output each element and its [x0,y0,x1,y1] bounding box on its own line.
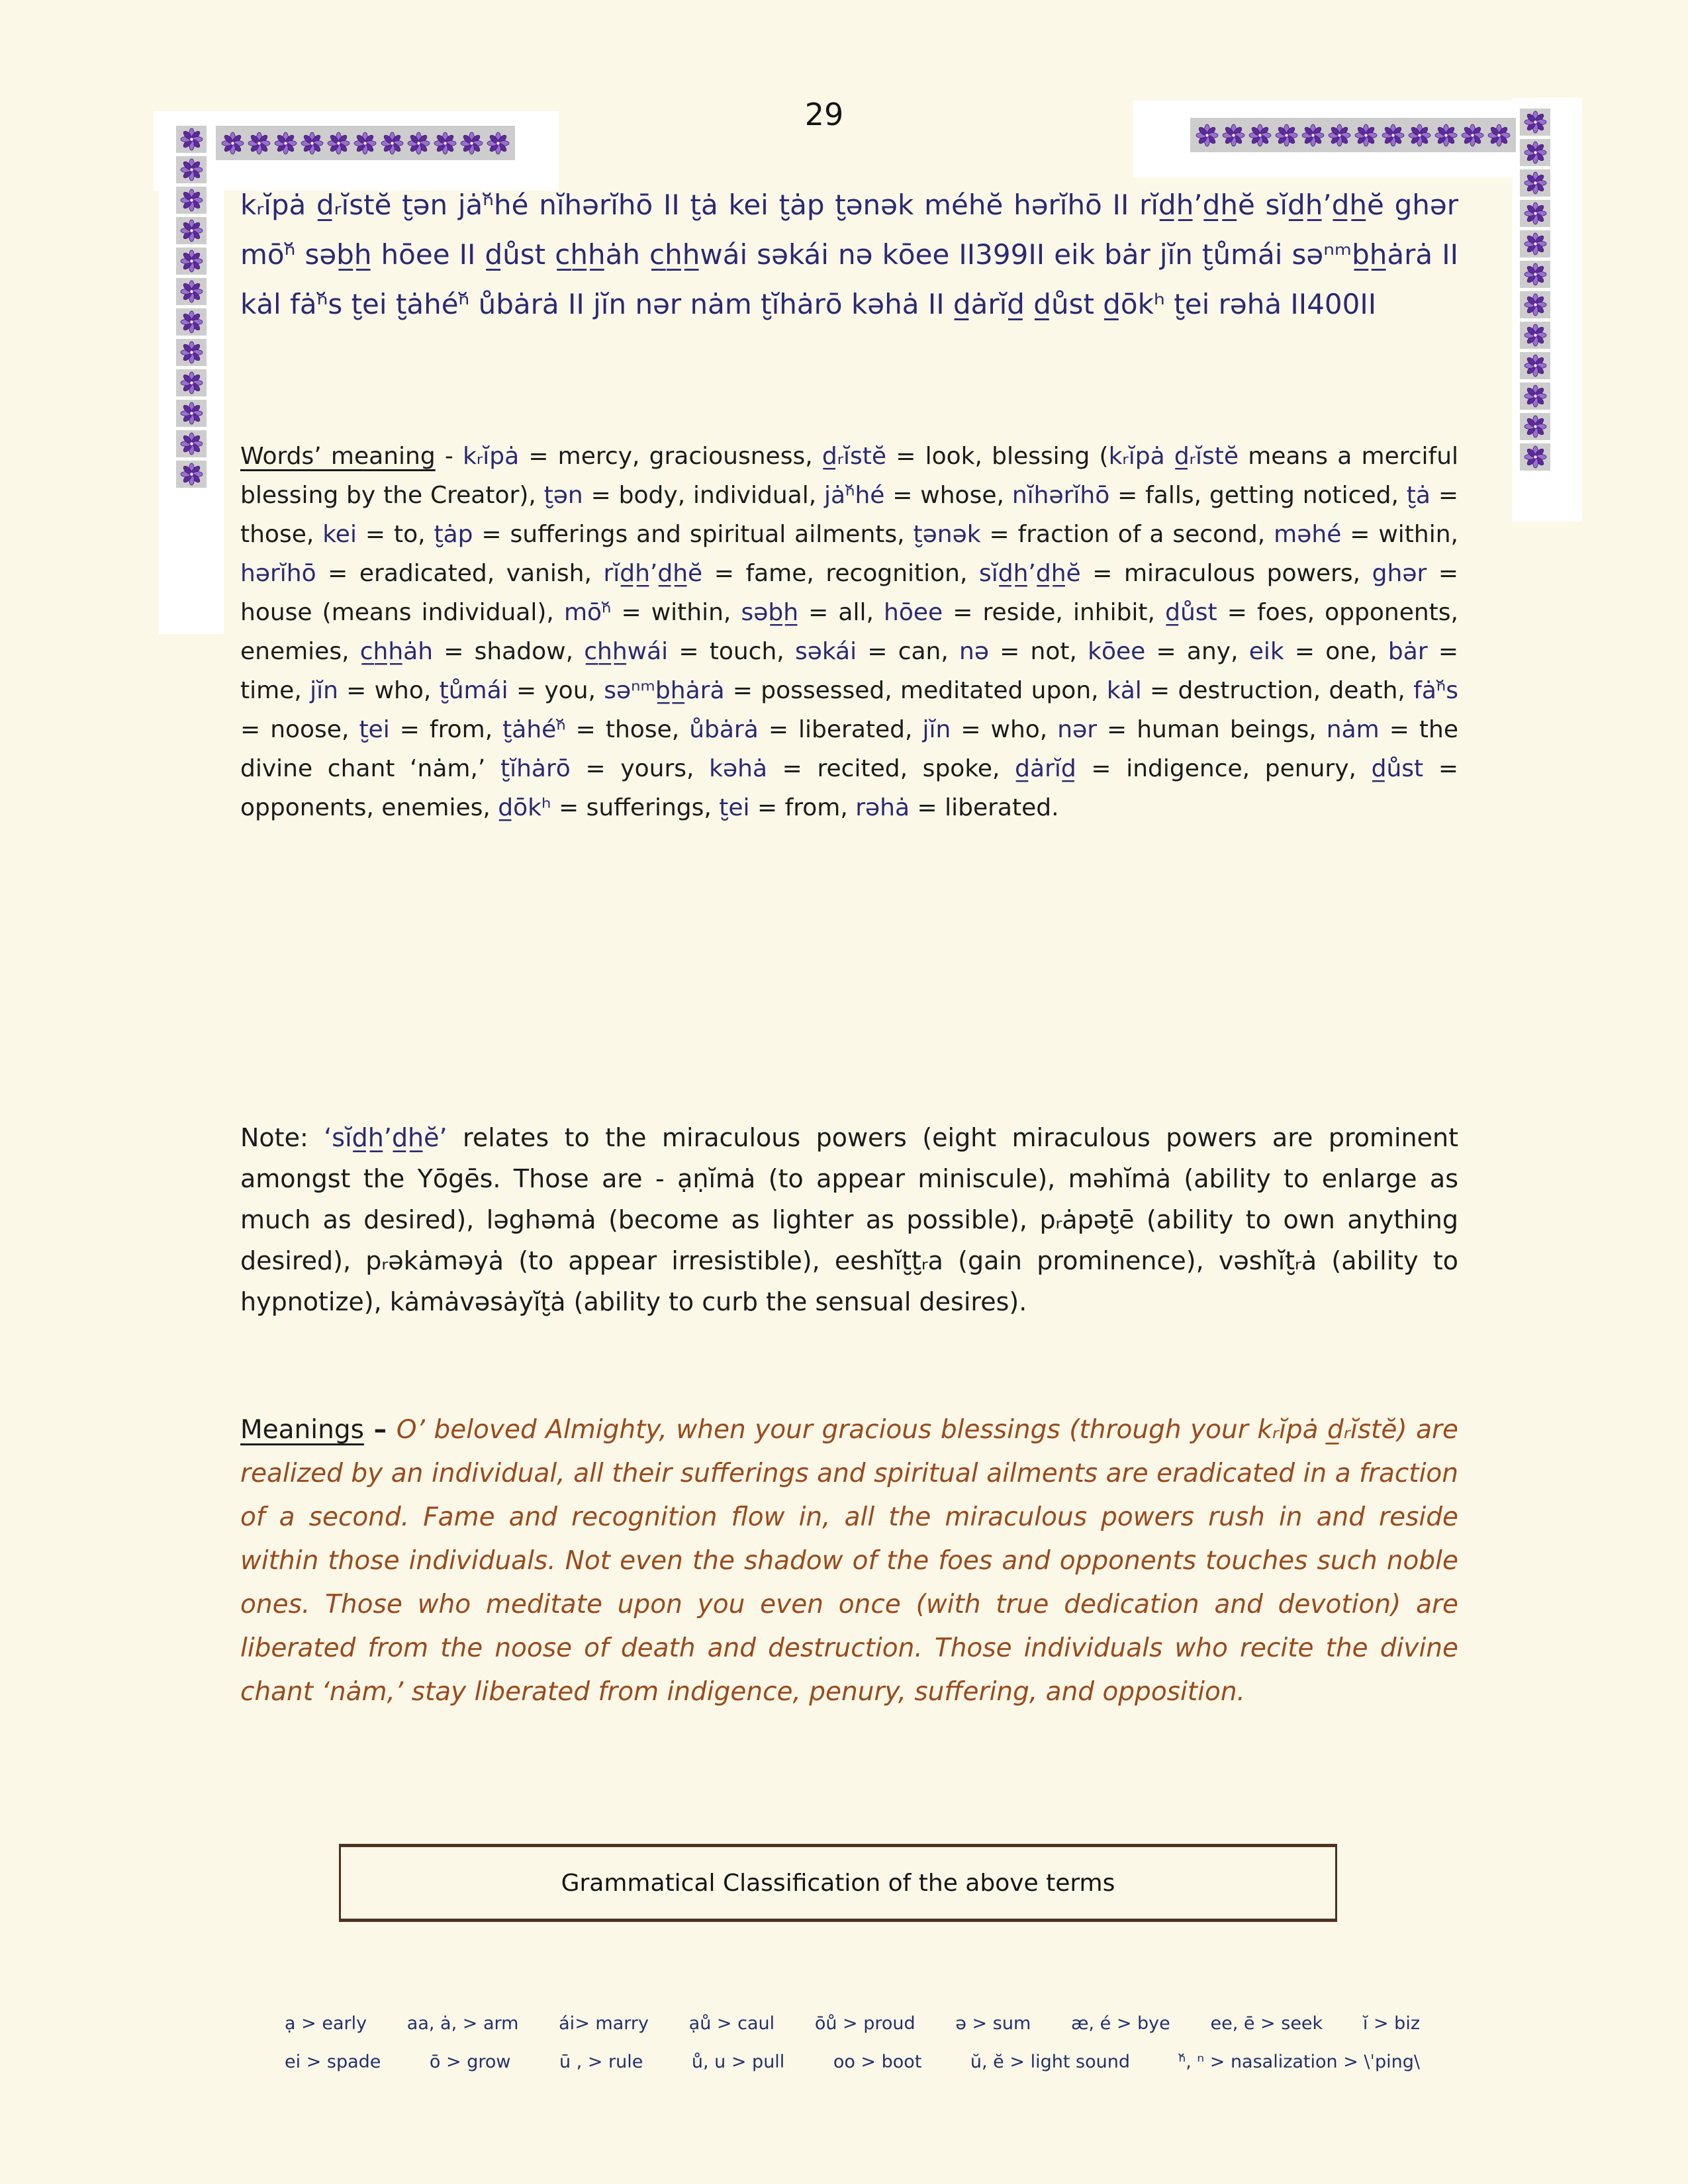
definition-text: = within, [1341,521,1458,548]
definition-text: = mercy, graciousness, [519,443,822,470]
transliterated-term: jĭn [922,716,951,743]
transliterated-term: d̲ōkʰ [498,794,551,821]
flower-icon [1524,293,1547,316]
transliterated-term: ghər [1372,560,1427,587]
transliterated-term: jĭn [310,677,338,704]
flower-ornament [1301,124,1325,147]
flower-ornament [487,132,510,155]
definition-text: = those, [565,716,690,743]
flower-icon [1524,141,1547,164]
pronunciation-item: ū , > rule [559,2052,643,2072]
flower-ornament [176,248,207,275]
transliterated-term: kōee [1088,638,1146,665]
flower-ornament [301,132,324,155]
flower-icon [460,132,483,155]
flower-ornament [1328,124,1351,147]
ornament-column-left [176,126,207,491]
transliterated-term: nə [959,638,989,665]
transliterated-term: t̮ei [719,794,750,821]
pronunciation-item: ạ > early [285,2013,367,2034]
flower-icon [180,341,203,364]
flower-icon [1354,124,1378,147]
flower-ornament [176,400,207,427]
flower-ornament [176,339,207,366]
definition-text: = not, [988,638,1088,665]
flower-ornament [1520,169,1550,197]
transliterated-term: c̲h̲h̲wái [584,638,669,665]
flower-ornament [1520,322,1550,349]
definition-text: = falls, getting noticed, [1109,482,1407,509]
flower-icon [180,250,203,273]
verse-text: kᵣĭpȧ d̲ᵣĭstĕ t̮ən jȧⁿ̆hé nĭhərĭhō II t̮ȧ kei t̮ȧp t̮ənək méhĕ hərĭhō II rĭd̲h̲’d̲h̲ĕ sĭd̲h̲’d̲h̲ĕ ghər mōⁿ̆ səb̲h̲ hōee II d̲ůst c̲h̲h̲ȧh c̲h̲h̲wái səkái nə kōee II399II eik bȧr jĭn t̮ůmái səⁿᵐb̲h̲ȧrȧ II kȧl fȧⁿ̆s t̮ei t̮ȧhéⁿ̆ ůbȧrȧ II jĭn nər nȧm t̮ĭhȧrō kəhȧ II d̲ȧrĭd̲ d̲ůst d̲ōkʰ t̮ei rəhȧ II400II [240,189,1458,320]
definition-text: = touch, [668,638,795,665]
flower-icon [1524,232,1547,255]
flower-icon [1524,111,1547,134]
flower-ornament [1196,124,1219,147]
meanings-text: O’ beloved Almighty, when your gracious blessings (through your kᵣĭpȧ d̲ᵣĭstĕ) are realized by an individual, all their sufferings and spiritual ailments are eradicated in a fraction of a second. Fame and recognition flow in, all the miraculous powers rush in and reside within those individuals. Not even the shadow of the foes and opponents touches such noble ones. Those who meditate upon you even once (with true dedication and devotion) are liberated from the noose of death and destruction. Those individuals who recite the divine chant ‘nȧm,’ stay liberated from indigence, penury, suffering, and opposition. [240,1415,1458,1707]
pronunciation-item: ee, ē > seek [1210,2013,1323,2034]
flower-ornament [327,132,350,155]
flower-ornament [1520,261,1550,288]
flower-ornament [1520,109,1550,136]
flower-ornament [1275,124,1298,147]
flower-ornament [1487,124,1511,147]
flower-icon [1382,124,1405,147]
flower-icon [180,463,203,486]
definition-text: = look, blessing ( [886,443,1109,470]
flower-icon [1461,124,1484,147]
flower-ornament [1520,383,1550,410]
definition-text: = any, [1145,638,1249,665]
transliterated-term: d̲ůst [1371,755,1424,782]
transliterated-term: hərĭhō [240,560,316,587]
flower-icon [1434,124,1458,147]
definition-text: = miraculous powers, [1080,560,1372,587]
transliterated-term: hōee [884,599,943,626]
flower-ornament [1461,124,1484,147]
flower-ornament [176,187,207,214]
transliterated-term: t̮ȧ [1406,482,1430,509]
flower-icon [1524,324,1547,347]
flower-icon [180,219,203,242]
flower-icon [180,310,203,334]
transliterated-term: d̲ȧrĭd̲ [1015,755,1076,782]
pronunciation-item: ōů > proud [814,2013,915,2034]
pronunciation-item: oo > boot [833,2052,922,2072]
meanings-paragraph [240,1408,1458,1714]
definition-text: = all, [798,599,884,626]
transliterated-term: səb̲h̲ [741,599,799,626]
flower-icon [327,132,350,155]
transliterated-term: ‘sĭd̲h̲’d̲h̲ĕ’ [324,1123,447,1152]
flower-icon [180,402,203,425]
meanings-separator: – [363,1415,397,1445]
definition-text: = who, [951,716,1058,743]
transliterated-term: səⁿᵐb̲h̲ȧrȧ [604,677,725,704]
flower-icon [1524,171,1547,195]
transliterated-term: t̮ȧp [434,521,473,548]
flower-ornament [176,369,207,396]
transliterated-term: kᵣĭpȧ d̲ᵣĭstĕ [1108,443,1239,470]
flower-ornament [407,132,430,155]
flower-icon [1524,385,1547,408]
flower-ornament [1434,124,1458,147]
flower-ornament [176,278,207,305]
flower-ornament [353,132,377,155]
transliterated-term: t̮ei [359,716,390,743]
note-paragraph [240,1117,1458,1322]
pronunciation-item: ei > spade [285,2052,381,2072]
transliterated-term: kȧl [1106,677,1142,704]
pronunciation-item: ŭ, ĕ > light sound [970,2052,1130,2072]
flower-ornament [1222,124,1245,147]
flower-ornament [248,132,271,155]
flower-icon [248,132,271,155]
transliterated-term: t̮ȧhéⁿ̆ [502,716,566,743]
flower-icon [1524,354,1547,377]
pronunciation-item: æ, é > bye [1070,2013,1170,2034]
flower-ornament [1520,230,1550,257]
flower-ornament [221,132,244,155]
definition-text: = reside, inhibit, [943,599,1166,626]
transliterated-term: nĭhərĭhō [1011,482,1110,509]
definition-text: = to, [356,521,434,548]
flower-icon [1275,124,1298,147]
definition-text: = human beings, [1097,716,1327,743]
ornament-strip-top-left [216,126,515,160]
flower-icon [180,280,203,303]
flower-icon [434,132,457,155]
flower-icon [1301,124,1325,147]
pronunciation-guide-row-2 [285,2052,1420,2072]
flower-icon [1408,124,1431,147]
transliterated-term: nər [1057,716,1098,743]
transliterated-term: d̲ůst [1165,599,1217,626]
definition-text: = who, [338,677,440,704]
transliterated-term: kᵣĭpȧ [463,443,520,470]
ornament-column-right [1520,109,1550,474]
pronunciation-item: ĭ > biz [1362,2013,1420,2034]
flower-ornament [1520,200,1550,227]
transliterated-term: məhé [1274,521,1342,548]
transliterated-term: fȧⁿ̆s [1413,677,1458,704]
pronunciation-item: ō > grow [429,2052,511,2072]
transliterated-term: kəhȧ [709,755,768,782]
grammar-box-title: Grammatical Classification of the above terms [561,1869,1115,1897]
definition-text: = possessed, meditated upon, [724,677,1107,704]
transliterated-term: sĭd̲h̲’d̲h̲ĕ [979,560,1081,587]
flower-icon [1524,263,1547,286]
flower-ornament [460,132,483,155]
flower-icon [353,132,377,155]
transliterated-term: səkái [794,638,857,665]
flower-ornament [1520,443,1550,471]
transliterated-term: ůbȧrȧ [689,716,759,743]
definition-text: relates to the miraculous powers (eight miraculous powers are prominent amongst the Yōgēs. Those are - ạṇĭmȧ (to appear miniscule), məhĭmȧ (ability to enlarge as much as desired), ləghəmȧ (become as lighter as possible), pᵣȧpət̮ē (ability to own anything desired), pᵣəkȧməyȧ (to appear irresistible), eeshĭt̮t̮ᵣa (gain prominence), vəshĭt̮ᵣȧ (ability to hypnotize), kȧmȧvəsȧyĭt̮ȧ (ability to curb the sensual desires). [240,1123,1458,1316]
transliterated-term: nȧm [1326,716,1380,743]
definition-text: means a merciful blessing by the Creator), [240,443,1459,509]
ornament-strip-top-right [1190,118,1516,152]
definition-text: = can, [857,638,960,665]
definition-text: = one, [1284,638,1388,665]
transliterated-term: t̮ən [543,482,583,509]
definition-text: = eradicated, vanish, [316,560,604,587]
pronunciation-item: ů, u > pull [691,2052,785,2072]
flower-icon [1524,202,1547,225]
flower-icon [274,132,297,155]
pronunciation-guide-row-1 [285,2013,1420,2034]
flower-ornament [1382,124,1405,147]
transliterated-term: jȧⁿ̆hé [824,482,885,509]
flower-icon [381,132,404,155]
definition-text: = fame, recognition, [702,560,979,587]
definition-text: = recited, spoke, [767,755,1015,782]
definition-text: = time, [240,638,1459,704]
page-number: 29 [804,97,844,132]
pronunciation-item: ạů > caul [688,2013,775,2034]
flower-icon [180,189,203,212]
transliterated-term: t̮ənək [913,521,981,548]
definition-text: = foes, opponents, enemies, [240,599,1458,665]
definition-text: = the divine chant ‘nȧm,’ [240,716,1458,782]
words-meaning-separator: - [435,443,463,470]
flower-ornament [1520,291,1550,318]
transliterated-term: t̮ĭhȧrō [500,755,571,782]
flower-ornament [176,308,207,336]
flower-icon [1328,124,1351,147]
meanings-label: Meanings [240,1415,364,1445]
definition-text: = fraction of a second, [980,521,1274,548]
transliterated-term: rĭd̲h̲’d̲h̲ĕ [603,560,703,587]
words-meaning-paragraph [240,437,1458,827]
definition-text: = body, individual, [583,482,825,509]
definition-text: = from, [749,794,856,821]
flower-icon [1248,124,1272,147]
flower-icon [1524,415,1547,438]
definition-text: = shadow, [433,638,585,665]
flower-ornament [1520,413,1550,440]
flower-icon [180,432,203,455]
pronunciation-item: aa, ȧ, > arm [406,2013,519,2034]
definition-text: = whose, [884,482,1012,509]
flower-ornament [1520,352,1550,379]
transliterated-term: rəhȧ [855,794,910,821]
flower-ornament [176,156,207,183]
words-meaning-label: Words’ meaning [240,443,436,470]
transliterated-term: d̲ᵣĭstĕ [821,443,887,470]
definition-text: = indigence, penury, [1076,755,1372,782]
flower-ornament [1408,124,1431,147]
transliterated-term: kei [322,521,357,548]
flower-ornament [1248,124,1272,147]
transliterated-term: t̮ůmái [439,677,508,704]
definition-text: = within, [611,599,741,626]
flower-ornament [381,132,404,155]
definition-text: Note: [240,1123,324,1152]
flower-icon [1524,445,1547,469]
definition-text: = from, [389,716,503,743]
flower-ornament [176,461,207,488]
definition-text: = those, [240,482,1458,548]
flower-ornament [434,132,457,155]
flower-ornament [176,430,207,457]
transliterated-term: mōⁿ̆ [563,599,612,626]
flower-icon [301,132,324,155]
pronunciation-item: ⁿ̆, ⁿ > nasalization > \ˈping\ [1178,2052,1420,2072]
flower-icon [1196,124,1219,147]
flower-icon [221,132,244,155]
definition-text: = house (means individual), [240,560,1459,626]
flower-ornament [176,217,207,244]
definition-text: = noose, [240,716,359,743]
flower-icon [1487,124,1511,147]
flower-ornament [274,132,297,155]
transliterated-term: bȧr [1387,638,1428,665]
pronunciation-item: ə > sum [955,2013,1031,2034]
definition-text: = liberated, [758,716,923,743]
flower-icon [1222,124,1245,147]
flower-ornament [1354,124,1378,147]
definition-text: = destruction, death, [1141,677,1414,704]
transliterated-term: c̲h̲h̲ȧh [359,638,434,665]
definition-text: = yours, [570,755,710,782]
definition-text: = sufferings, [551,794,720,821]
definition-text: = you, [508,677,604,704]
definition-text: = liberated. [910,794,1059,821]
flower-icon [180,158,203,181]
flower-icon [487,132,510,155]
flower-ornament [1520,139,1550,166]
transliterated-term: eik [1248,638,1284,665]
flower-icon [180,128,203,151]
flower-ornament [176,126,207,153]
grammar-box [339,1844,1337,1922]
flower-icon [407,132,430,155]
definition-text: = sufferings and spiritual ailments, [473,521,914,548]
definition-text: = opponents, enemies, [240,755,1459,821]
flower-icon [180,371,203,394]
pronunciation-item: ái> marry [559,2013,649,2034]
